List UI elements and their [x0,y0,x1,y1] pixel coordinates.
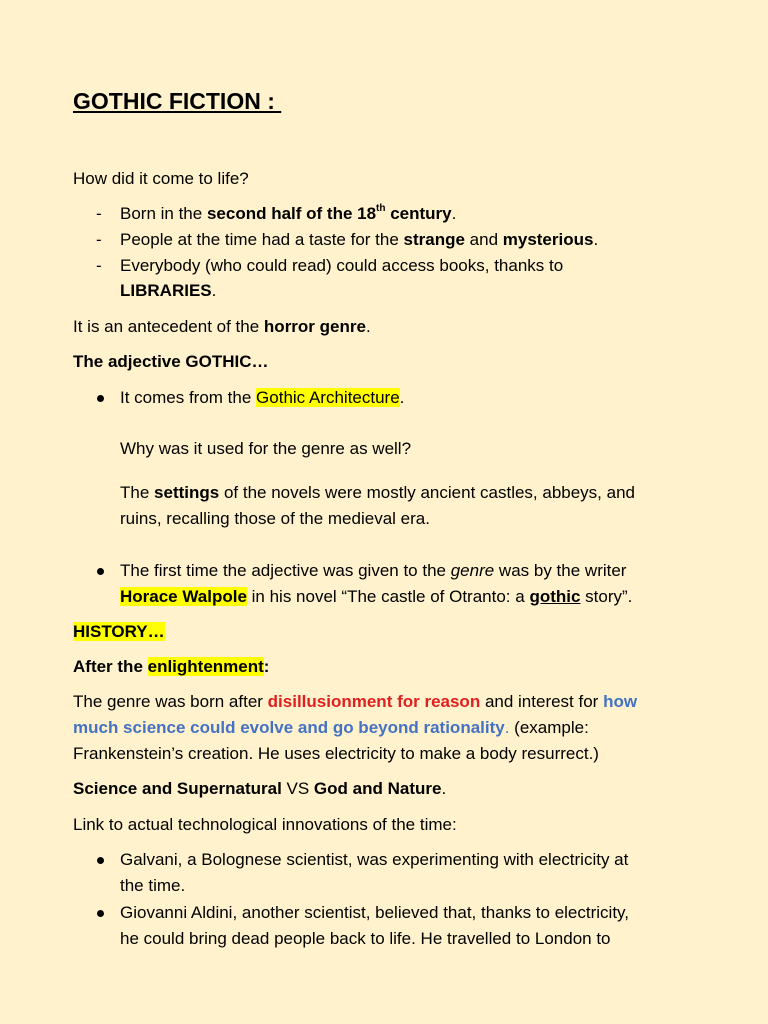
dash-marker: - [96,256,102,275]
bullet-galvani-line2: the time. [120,876,186,895]
dash-item-2: People at the time had a taste for the strange and mysterious. [120,230,599,249]
settings-line1: The settings of the novels were mostly ancient castles, abbeys, and [120,483,635,502]
science-line: Science and Supernatural VS God and Nature. [73,779,447,798]
bullet-dot [97,568,104,575]
bullet-walpole-line1: The first time the adjective was given to the genre was by the writer [120,561,627,580]
antecedent-line: It is an antecedent of the horror genre. [73,317,371,336]
dash-marker: - [96,230,102,249]
bullet-aldini-line1: Giovanni Aldini, another scientist, believed that, thanks to electricity, [120,903,630,922]
link-line: Link to actual technological innovations of the time: [73,815,457,834]
bullet-architecture: It comes from the Gothic Architecture. [120,388,405,407]
dash-item-1: Born in the second half of the 18th century. [120,203,457,223]
after-heading: After the enlightenment: [73,657,270,676]
dash-marker: - [96,204,102,223]
bullet-dot [97,857,104,864]
genre-para-line1: The genre was born after disillusionment for reason and interest for how [73,692,638,711]
dash-item-3-line2: LIBRARIES. [120,281,217,300]
bullet-dot [97,910,104,917]
bullet-galvani-line1: Galvani, a Bolognese scientist, was experimenting with electricity at [120,850,629,869]
history-heading: HISTORY… [73,622,165,641]
bullet-aldini-line2: he could bring dead people back to life. He travelled to London to [120,929,611,948]
intro-question: How did it come to life? [73,169,249,188]
page-title: GOTHIC FICTION : [73,88,282,114]
bullet-walpole-line2: Horace Walpole in his novel “The castle of Otranto: a gothic story”. [120,587,633,606]
genre-para-line3: Frankenstein’s creation. He uses electricity to make a body resurrect.) [73,744,599,763]
genre-para-line2: much science could evolve and go beyond rationality. (example: [73,718,589,737]
bullet-dot [97,395,104,402]
why-question: Why was it used for the genre as well? [120,439,412,458]
adjective-heading: The adjective GOTHIC… [73,352,269,371]
dash-item-3-line1: Everybody (who could read) could access books, thanks to [120,256,564,275]
settings-line2: ruins, recalling those of the medieval era. [120,509,430,528]
